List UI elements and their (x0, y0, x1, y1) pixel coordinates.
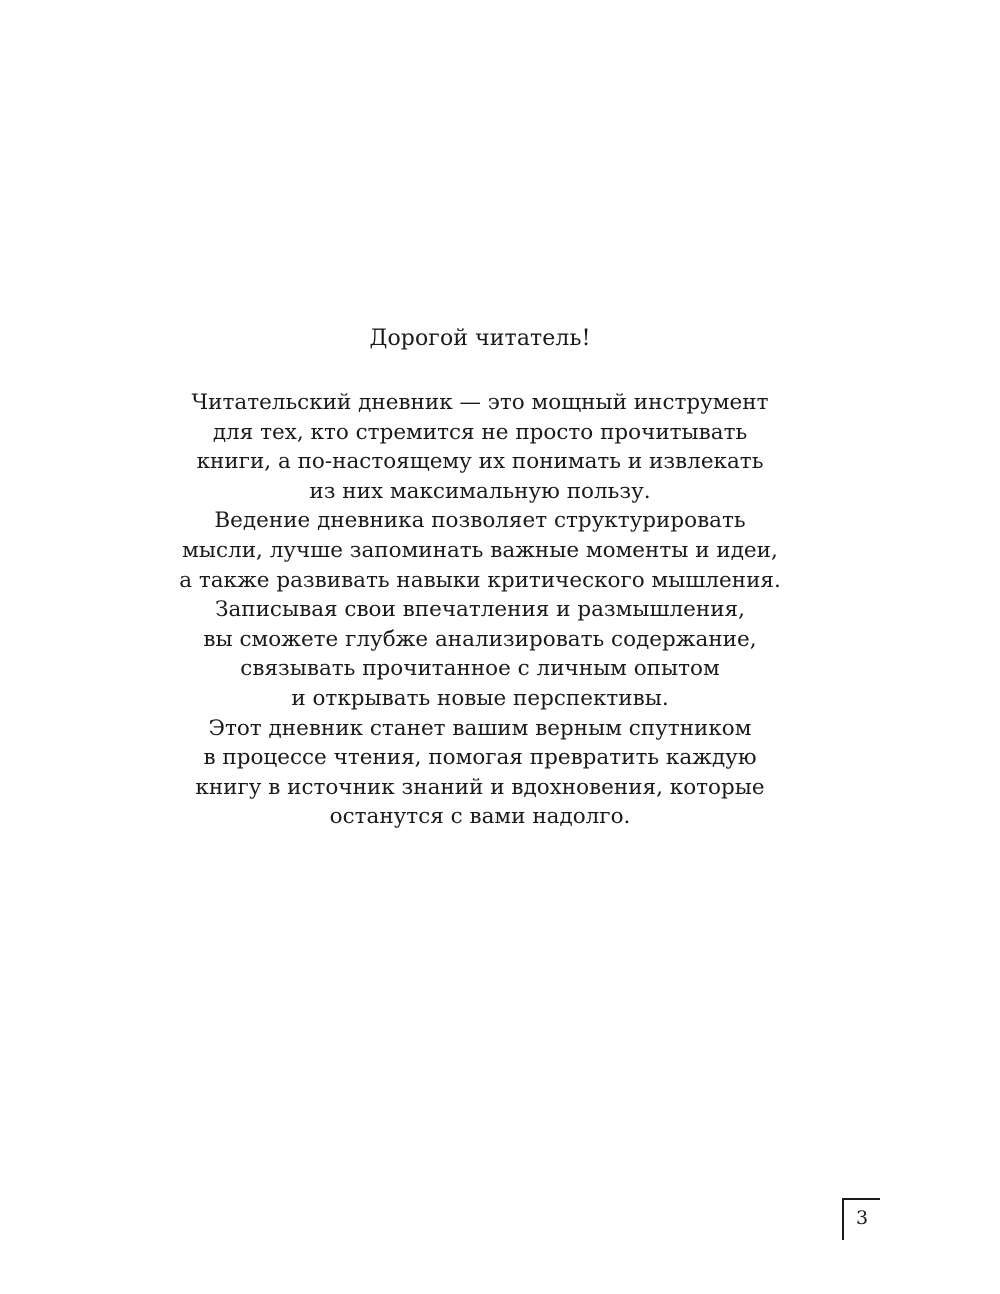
text-line: книги, а по-настоящему их понимать и извлекать (196, 449, 764, 475)
text-line: для тех, кто стремится не просто прочитывать (212, 419, 748, 445)
text-line: в процессе чтения, помогая превратить каждую (203, 745, 757, 771)
text-line: из них максимальную пользу. (309, 478, 651, 504)
text-line: мысли, лучше запоминать важные моменты и идеи, (182, 537, 778, 563)
text-line: Этот дневник станет вашим верным спутником (208, 715, 752, 741)
greeting-heading: Дорогой читатель! (369, 326, 591, 351)
text-line: и открывать новые перспективы. (291, 685, 669, 711)
text-line: Читательский дневник — это мощный инструмент (191, 390, 769, 415)
page-number: 3 (856, 1207, 869, 1229)
intro-paragraph (0, 388, 960, 832)
text-line: Записывая свои впечатления и размышления, (215, 597, 745, 623)
text-line: Ведение дневника позволяет структурировать (214, 508, 746, 534)
text-line: останутся с вами надолго. (329, 804, 631, 830)
text-line: книгу в источник знаний и вдохновения, которые (195, 774, 765, 800)
text-line: связывать прочитанное с личным опытом (240, 656, 720, 682)
text-line: вы сможете глубже анализировать содержание, (203, 626, 757, 652)
text-line: а также развивать навыки критического мышления. (179, 567, 781, 593)
